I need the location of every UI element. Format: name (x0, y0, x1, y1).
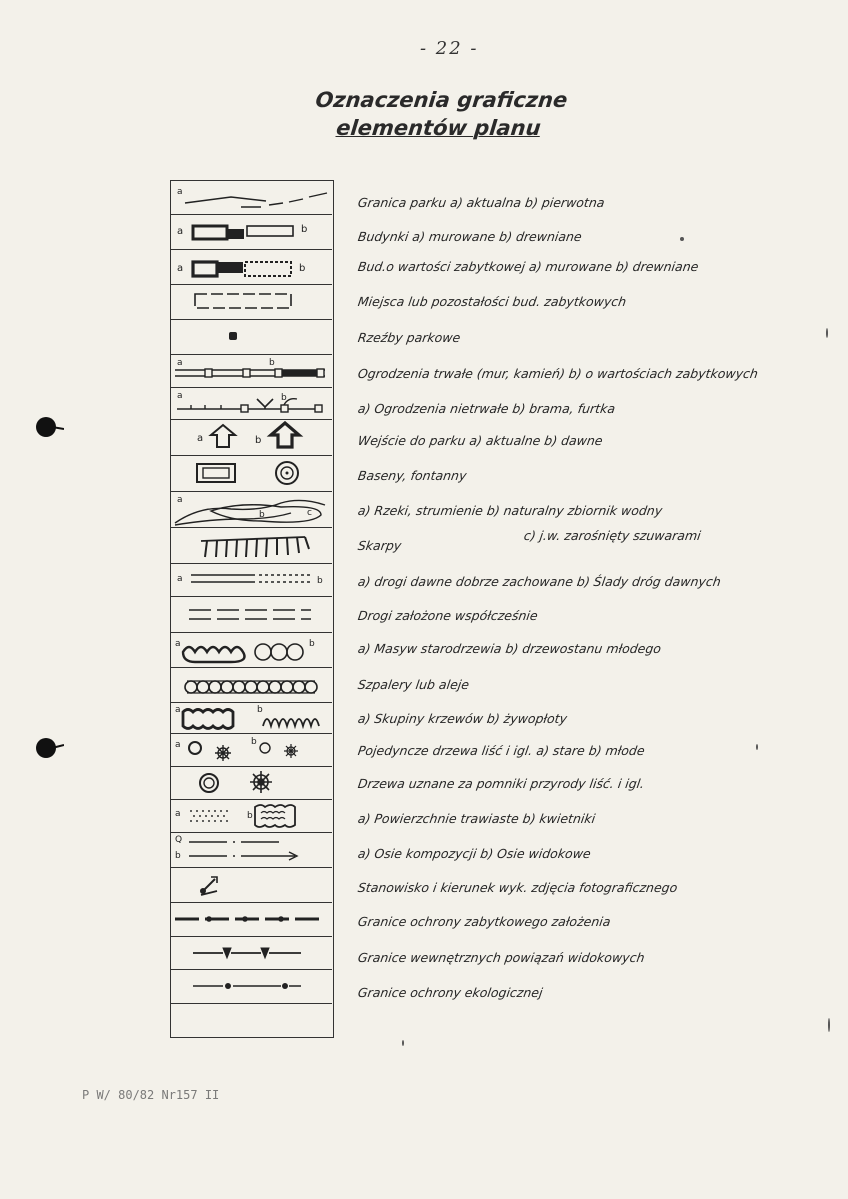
legend-symbol-table (170, 180, 334, 1038)
legend-text-tree-stands: a) Masyw starodrzewia b) drzewostanu młodego (356, 641, 663, 656)
svg-text:b: b (317, 576, 323, 586)
svg-text:Q: Q (175, 835, 183, 845)
symbol-old-tree-stands (171, 632, 332, 668)
symbol-single-trees (171, 733, 332, 767)
speck (680, 237, 684, 241)
legend-text-composition-axes: a) Osie kompozycji b) Osie widokowe (356, 846, 592, 861)
legend-text-shrubs-hedges: a) Skupiny krzewów b) żywopłoty (356, 711, 569, 726)
symbol-photo-position (171, 867, 332, 903)
symbol-temporary-fences (171, 387, 332, 420)
symbol-escarpments (171, 527, 332, 564)
svg-text:a: a (177, 263, 184, 274)
legend-text-ecological-boundary: Granice ochrony ekologicznej (356, 985, 544, 1000)
symbol-park-entrance (171, 419, 332, 456)
legend-text-permanent-fences: Ogrodzenia trwałe (mur, kamień) b) o wartościach zabytkowych (356, 366, 759, 381)
svg-text:a: a (177, 358, 183, 368)
legend-text-single-trees: Pojedyncze drzewa liść i igl. a) stare b) młode (356, 743, 646, 758)
symbol-historic-roads (171, 563, 332, 597)
symbol-empty-row (171, 1003, 332, 1038)
speck (402, 1040, 404, 1046)
legend-text-escarpments-overgrown: c) j.w. zarośnięty szuwarami (522, 528, 702, 543)
svg-text:b: b (247, 811, 253, 821)
svg-text:b: b (251, 737, 257, 747)
legend-text-rivers-streams: a) Rzeki, strumienie b) naturalny zbiornik wodny (356, 503, 664, 518)
legend-text-park-boundary: Granica parku a) aktualna b) pierwotna (356, 195, 606, 210)
svg-text:b: b (175, 851, 181, 861)
svg-text:b: b (259, 510, 265, 520)
symbol-heritage-protection-boundary (171, 902, 332, 937)
symbol-park-sculptures (171, 319, 332, 355)
symbol-remains-of-buildings (171, 284, 332, 320)
symbol-permanent-fences (171, 354, 332, 388)
legend-text-temporary-fences: a) Ogrodzenia nietrwałe b) brama, furtka (356, 401, 617, 416)
legend-text-park-entrance: Wejście do parku a) aktualne b) dawne (356, 433, 604, 448)
punch-hole-icon (34, 412, 64, 442)
symbol-modern-roads (171, 596, 332, 633)
symbol-historic-buildings (171, 249, 332, 285)
legend-text-historic-buildings: Bud.o wartości zabytkowej a) murowane b) drewniane (356, 259, 700, 274)
page-title (297, 86, 583, 142)
svg-text:a: a (175, 705, 181, 715)
legend-text-park-sculptures: Rzeźby parkowe (356, 330, 462, 345)
symbol-composition-axes (171, 832, 332, 868)
svg-text:b: b (269, 358, 275, 368)
symbol-rivers-streams (171, 491, 332, 528)
svg-text:b: b (299, 263, 306, 274)
legend-text-natural-monuments: Drzewa uznane za pomniki przyrody liść. i igl. (356, 776, 646, 791)
legend-text-heritage-boundary: Granice ochrony zabytkowego założenia (356, 914, 612, 929)
svg-text:b: b (257, 705, 263, 715)
legend-text-historic-roads: a) drogi dawne dobrze zachowane b) Ślady dróg dawnych (356, 574, 722, 589)
title-line-1: Oznaczenia graficzne (314, 88, 569, 112)
archive-stamp: P W/ 80/82 Nr157 II (82, 1088, 220, 1102)
svg-text:a: a (177, 495, 183, 505)
svg-text:b: b (255, 435, 262, 446)
legend-text-grass-flowerbeds: a) Powierzchnie trawiaste b) kwietniki (356, 811, 597, 826)
symbol-park-boundary (171, 181, 332, 215)
legend-text-photo-position: Stanowisko i kierunek wyk. zdjęcia fotograficznego (356, 880, 679, 895)
svg-text:a: a (177, 226, 184, 237)
svg-text:b: b (281, 393, 287, 403)
symbol-view-connection-boundary (171, 936, 332, 970)
legend-text-buildings: Budynki a) murowane b) drewniane (356, 229, 583, 244)
symbol-buildings (171, 214, 332, 250)
legend-text-pools-fountains: Baseny, fontanny (356, 468, 468, 483)
legend-text-modern-roads: Drogi założone współcześnie (356, 608, 539, 623)
legend-text-view-boundary: Granice wewnętrznych powiązań widokowych (356, 950, 646, 965)
svg-text:a: a (175, 639, 181, 649)
svg-text:b: b (301, 224, 308, 235)
svg-text:b: b (309, 639, 315, 649)
punch-hole-icon (34, 733, 64, 763)
svg-text:a: a (175, 809, 181, 819)
speck (756, 744, 758, 750)
symbol-grass-flowerbeds (171, 799, 332, 833)
symbol-natural-monuments (171, 766, 332, 800)
svg-text:a: a (197, 433, 204, 444)
legend-text-tree-rows: Szpalery lub aleje (356, 677, 471, 692)
svg-text:c: c (307, 508, 312, 518)
symbol-pools-fountains (171, 455, 332, 492)
svg-text:a: a (177, 574, 183, 584)
legend-text-remains-of-buildings: Miejsca lub pozostałości bud. zabytkowych (356, 294, 628, 309)
legend-text-escarpments: Skarpy (356, 538, 403, 553)
svg-text:a: a (177, 391, 183, 401)
speck (828, 1018, 830, 1032)
speck (826, 328, 828, 338)
page-number: - 22 - (420, 38, 479, 59)
svg-text:a: a (177, 187, 183, 197)
symbol-shrubs-hedges (171, 702, 332, 734)
svg-text:a: a (175, 740, 181, 750)
title-line-2: elementów planu (335, 116, 542, 140)
symbol-ecological-protection-boundary (171, 969, 332, 1004)
symbol-tree-rows-alleys (171, 667, 332, 703)
